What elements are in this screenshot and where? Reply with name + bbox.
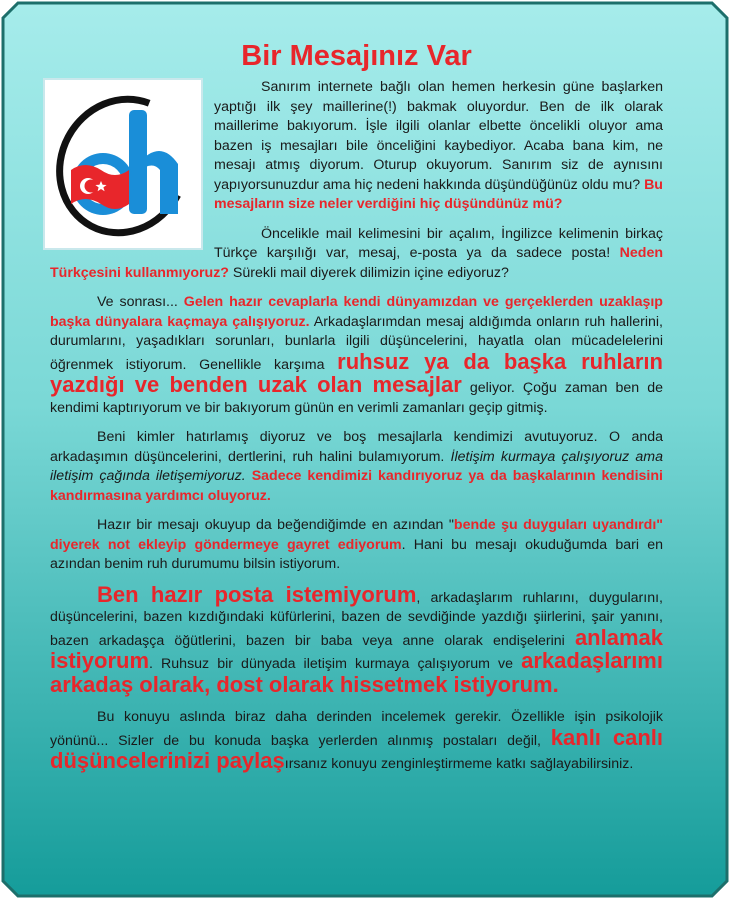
big-highlight: Ben hazır posta istemiyorum xyxy=(97,581,417,607)
big-highlight: kanlı canlı düşüncelerinizi paylaş xyxy=(50,724,663,773)
text: Sanırım internete bağlı olan hemen herkesin güne başlarken yaptığı ilk şey maillerine(!) bakmak oluyordur. Ben de ilk olarak maillerime bakıyorum. İşle ilgili olanlar elbette öncelikli oluyor ama bazen iş mesajları bile önceliğini kaybediyor. Acaba bana kim, ne mesajı atmış diyorum. Oturup okuyorum. Sanırım siz de aynısını yapıyorsunuzdur ama hiç nedeni hakkında düşündüğünüz oldu mu? xyxy=(214,79,663,193)
paragraph-6 xyxy=(50,581,663,699)
text: Hazır bir mesajı okuyup da beğendiğimde en azından " xyxy=(97,517,454,533)
big-highlight: arkadaşlarımı arkadaş olarak, dost olarak hissetmek istiyorum. xyxy=(50,648,663,697)
big-highlight: anlamak istiyorum xyxy=(50,624,663,673)
text: Bu konuyu aslında biraz daha derinden incelemek gerekir. Özellikle işin psikolojik yönünü... Sizler de bu konuda başka yerlerden alınmış postaları değil, xyxy=(50,709,663,749)
page-title: Bir Mesajınız Var xyxy=(241,40,472,72)
highlight: Neden Türkçesini kullanmıyoruz? xyxy=(50,245,663,281)
text: Beni kimler hatırlamış diyoruz ve boş mesajlarla kendimizi avutuyoruz. O anda arkadaşımın düşüncelerini, dertlerini, ruh halini bulamıyorum. xyxy=(50,429,663,465)
highlight: bende şu duyguları uyandırdı" diyerek not ekleyip göndermeye gayret ediyorum xyxy=(50,517,663,553)
paragraph-3 xyxy=(50,293,663,418)
text: Öncelikle mail kelimesini bir açalım, İngilizce kelimenin birkaç Türkçe karşılığı var, mesaj, e-posta ya da sadece posta! xyxy=(214,225,663,261)
paragraph-5 xyxy=(50,516,663,575)
text: ırsanız konuyu zenginleştirmeme katkı sağlayabilirsiniz. xyxy=(284,756,634,772)
text: Ve sonrası... xyxy=(97,294,178,310)
text: geliyor. Çoğu zaman ben de kendimi kaptırıyorum ve bir bakıyorum günün en verimli zamanları geçip gitmiş. xyxy=(50,380,663,416)
text: , arkadaşlarım ruhlarını, duygularını, düşüncelerini, bazen kızdığındaki küfürlerini, bazen de sevdiğinde yazdığı şiirlerini, şair yanını, bazen arkadaşça öğütlerini, bazen bir baba veya anne olarak endişelerini xyxy=(50,589,663,649)
big-highlight: ruhsuz ya da başka ruhların yazdığı ve benden uzak olan mesajlar xyxy=(50,348,663,397)
highlight: Sadece kendimizi kandırıyoruz ya da başkalarının kendisini kandırmasına yardımcı oluyoruz. xyxy=(50,468,663,504)
text: . Hani bu mesajı okuduğumda bari en azından benim ruh durumumu bilsin istiyorum. xyxy=(50,536,664,572)
highlight: Gelen hazır cevaplarla kendi dünyamızdan ve gerçeklerden uzaklaşıp başka dünyalara kaçmaya çalışıyoruz. xyxy=(50,294,663,330)
paragraph-4 xyxy=(50,428,663,506)
highlight: Bu mesajların size neler verdiğini hiç düşündünüz mü? xyxy=(214,176,663,212)
dh-logo xyxy=(43,78,203,250)
paragraph-7 xyxy=(50,708,663,775)
text: Sürekli mail diyerek dilimizin içine ediyoruz? xyxy=(232,264,509,281)
italic-text: İletişim kurmaya çalışıyoruz ama iletişim çağında iletişemiyoruz. xyxy=(50,448,663,484)
text: . Ruhsuz bir dünyada iletişim kurmaya çalışıyorum ve xyxy=(149,656,514,672)
text: Arkadaşlarımdan mesaj aldığımda onların ruh hallerini, durumlarını, yaşadıkları sorunları, bunlarla ilgili düşüncelerini, hayatla olan mücadelelerini öğrenmek istiyorum. Genellikle karşıma xyxy=(50,313,664,373)
article xyxy=(50,38,663,785)
